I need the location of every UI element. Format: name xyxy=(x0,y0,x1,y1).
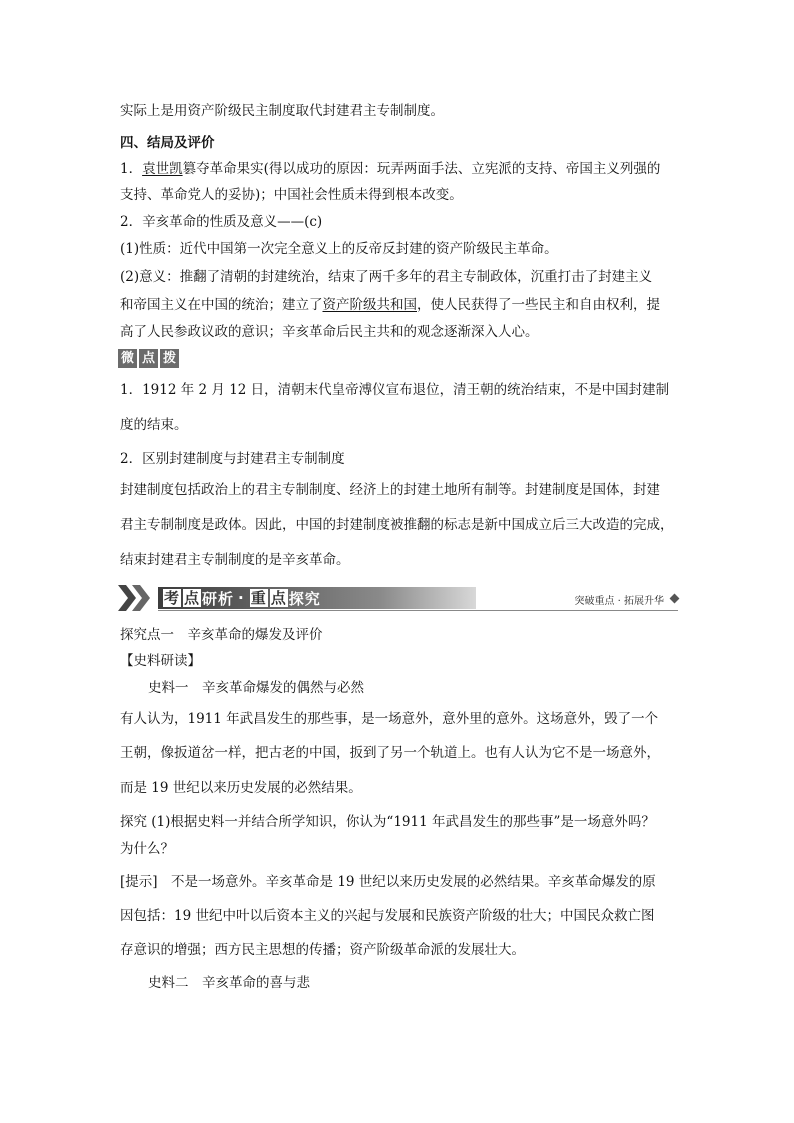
underlined-term: 资产阶级共和国 xyxy=(322,297,417,313)
text-line: 君主专制制度是政体。因此，中国的封建制度被推翻的标志是新中国成立后三大改造的完成， xyxy=(120,517,674,533)
text-line: 存意识的增强；西方民主思想的传播；资产阶级革命派的发展壮大。 xyxy=(120,942,525,958)
text-run: 和帝国主义在中国的统治；建立了 xyxy=(120,297,323,313)
banner-dot: · xyxy=(238,589,245,607)
text-line: 封建制度包括政治上的君主专制制度、经济上的封建土地所有制等。封建制度是国体，封建 xyxy=(120,482,660,498)
text-line: 1．1912 年 2 月 12 日，清朝末代皇帝溥仪宣布退位，清王朝的统治结束，不是中国封建制 xyxy=(120,382,670,398)
banner-char-box: 点 xyxy=(183,589,200,607)
text-line: 为什么？ xyxy=(120,841,174,857)
text-line: 王朝，像扳道岔一样，把古老的中国，扳到了另一个轨道上。也有人认为它不是一场意外， xyxy=(120,745,660,761)
text-line: 【史料研读】 xyxy=(120,653,201,669)
banner-word: 研析 xyxy=(202,589,235,608)
text-line: 而是 19 世纪以来历史发展的必然结果。 xyxy=(120,780,362,796)
text-run: 篡夺革命果实(得以成功的原因：玩弄两面手法、立宪派的支持、帝国主义列强的 xyxy=(182,161,661,177)
text-run: ，使人民获得了一些民主和自由权利，提 xyxy=(417,297,660,313)
text-line: 结束封建君主专制制度的是辛亥革命。 xyxy=(120,552,350,568)
diamond-icon xyxy=(670,594,680,604)
tag-char: 微 xyxy=(118,349,137,368)
section-heading: 四、结局及评价 xyxy=(120,135,215,151)
banner-rule xyxy=(158,610,678,611)
text-line xyxy=(120,160,660,178)
text-line: 探究 (1)根据史料一并结合所学知识，你认为“1911 年武昌发生的那些事”是一场意外吗？ xyxy=(120,814,655,830)
banner-char-box: 重 xyxy=(250,589,267,607)
text-line: [提示] 不是一场意外。辛亥革命是 19 世纪以来历史发展的必然结果。辛亥革命爆发的原 xyxy=(120,874,656,890)
text-line: 史料二 辛亥革命的喜与悲 xyxy=(148,975,310,991)
text-line: 2．辛亥革命的性质及意义——(c) xyxy=(120,214,323,230)
text-line: 有人认为，1911 年武昌发生的那些事，是一场意外，意外里的意外。这场意外，毁了一个 xyxy=(120,711,659,727)
text-line: 探究点一 辛亥革命的爆发及评价 xyxy=(120,627,323,643)
banner-title xyxy=(162,588,321,608)
tag-char: 点 xyxy=(139,349,158,368)
section-banner xyxy=(118,585,680,613)
banner-word: 探究 xyxy=(288,589,321,608)
list-number: 1． xyxy=(120,161,143,177)
banner-subtitle: 突破重点 · 拓展升华 xyxy=(574,596,664,607)
text-line: 支持、革命党人的妥协)；中国社会性质未得到根本改变。 xyxy=(120,187,463,203)
text-line: 度的结束。 xyxy=(120,417,188,433)
text-line: (2)意义：推翻了清朝的封建统治，结束了两千多年的君主专制政体，沉重打击了封建主义 xyxy=(120,269,653,285)
weidianbo-tag xyxy=(118,349,179,368)
text-line xyxy=(120,296,660,314)
text-line: (1)性质：近代中国第一次完全意义上的反帝反封建的资产阶级民主革命。 xyxy=(120,241,558,257)
underlined-term: 袁世凯 xyxy=(142,161,183,177)
chevron-icon xyxy=(132,585,150,611)
banner-char-box: 点 xyxy=(270,589,287,607)
text-line: 2．区别封建制度与封建君主专制制度 xyxy=(120,451,345,467)
tag-char: 拨 xyxy=(160,349,179,368)
text-line: 因包括：19 世纪中叶以后资本主义的兴起与发展和民族资产阶级的壮大；中国民众救亡图 xyxy=(120,908,655,924)
banner-char-box: 考 xyxy=(163,589,180,607)
text-line: 实际上是用资产阶级民主制度取代封建君主专制制度。 xyxy=(120,103,444,119)
text-line: 史料一 辛亥革命爆发的偶然与必然 xyxy=(148,680,364,696)
text-line: 高了人民参政议政的意识；辛亥革命后民主共和的观念逐渐深入人心。 xyxy=(120,324,539,340)
